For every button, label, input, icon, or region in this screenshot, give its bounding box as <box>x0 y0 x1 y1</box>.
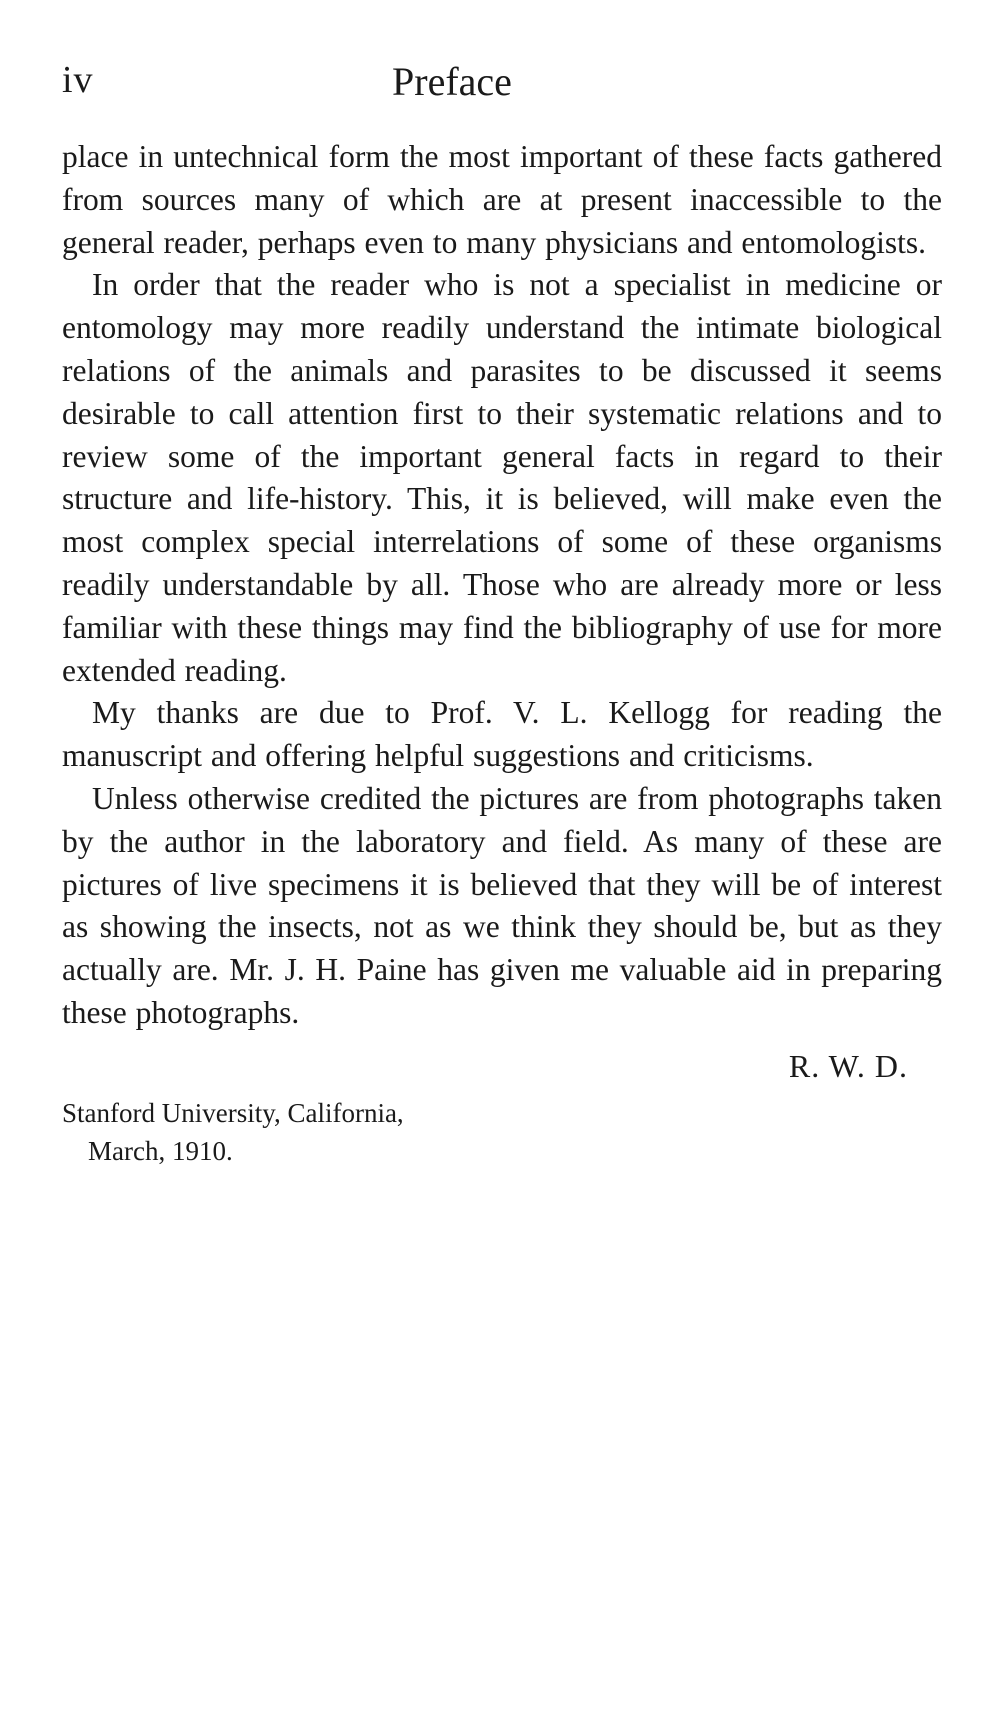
paragraph-continuation: place in untechnical form the most important of these facts gathered from sources many of which are at present inaccessible to the general reader, perhaps even to many physicians and entomologists. <box>62 139 942 260</box>
paragraph-acknowledgement: My thanks are due to Prof. V. L. Kellogg for reading the manuscript and offering helpful suggestions and criticisms. <box>62 695 942 774</box>
paragraph-reader-purpose: In order that the reader who is not a specialist in medicine or entomology may more readily understand the intimate biological relations of the animals and parasites to be discussed it seems desirable to call attention first to their systematic relations and to review some of the important general facts in regard to their structure and life-history. This, it is believed, will make even the most complex special interrelations of some of these organisms readily understandable by all. Those who are already more or less familiar with these things may find the bibliography of use for more extended reading. <box>62 267 942 688</box>
place-date-block <box>62 1094 942 1170</box>
date-line: March, 1910. <box>88 1135 233 1166</box>
paragraph-photographs: Unless otherwise credited the pictures are from photographs taken by the author in the laboratory and field. As many of these are pictures of live specimens it is believed that they will be of interest as showing the insects, not as we think they should be, but as they actually are. Mr. J. H. Paine has given me valuable aid in preparing these photographs. <box>62 780 942 1030</box>
running-title: Preface <box>392 59 512 104</box>
place-line: Stanford University, California, <box>62 1097 404 1128</box>
page-header <box>62 58 942 118</box>
preface-body <box>62 136 942 1170</box>
page-number: iv <box>62 59 94 101</box>
author-initials: R. W. D. <box>788 1047 908 1084</box>
